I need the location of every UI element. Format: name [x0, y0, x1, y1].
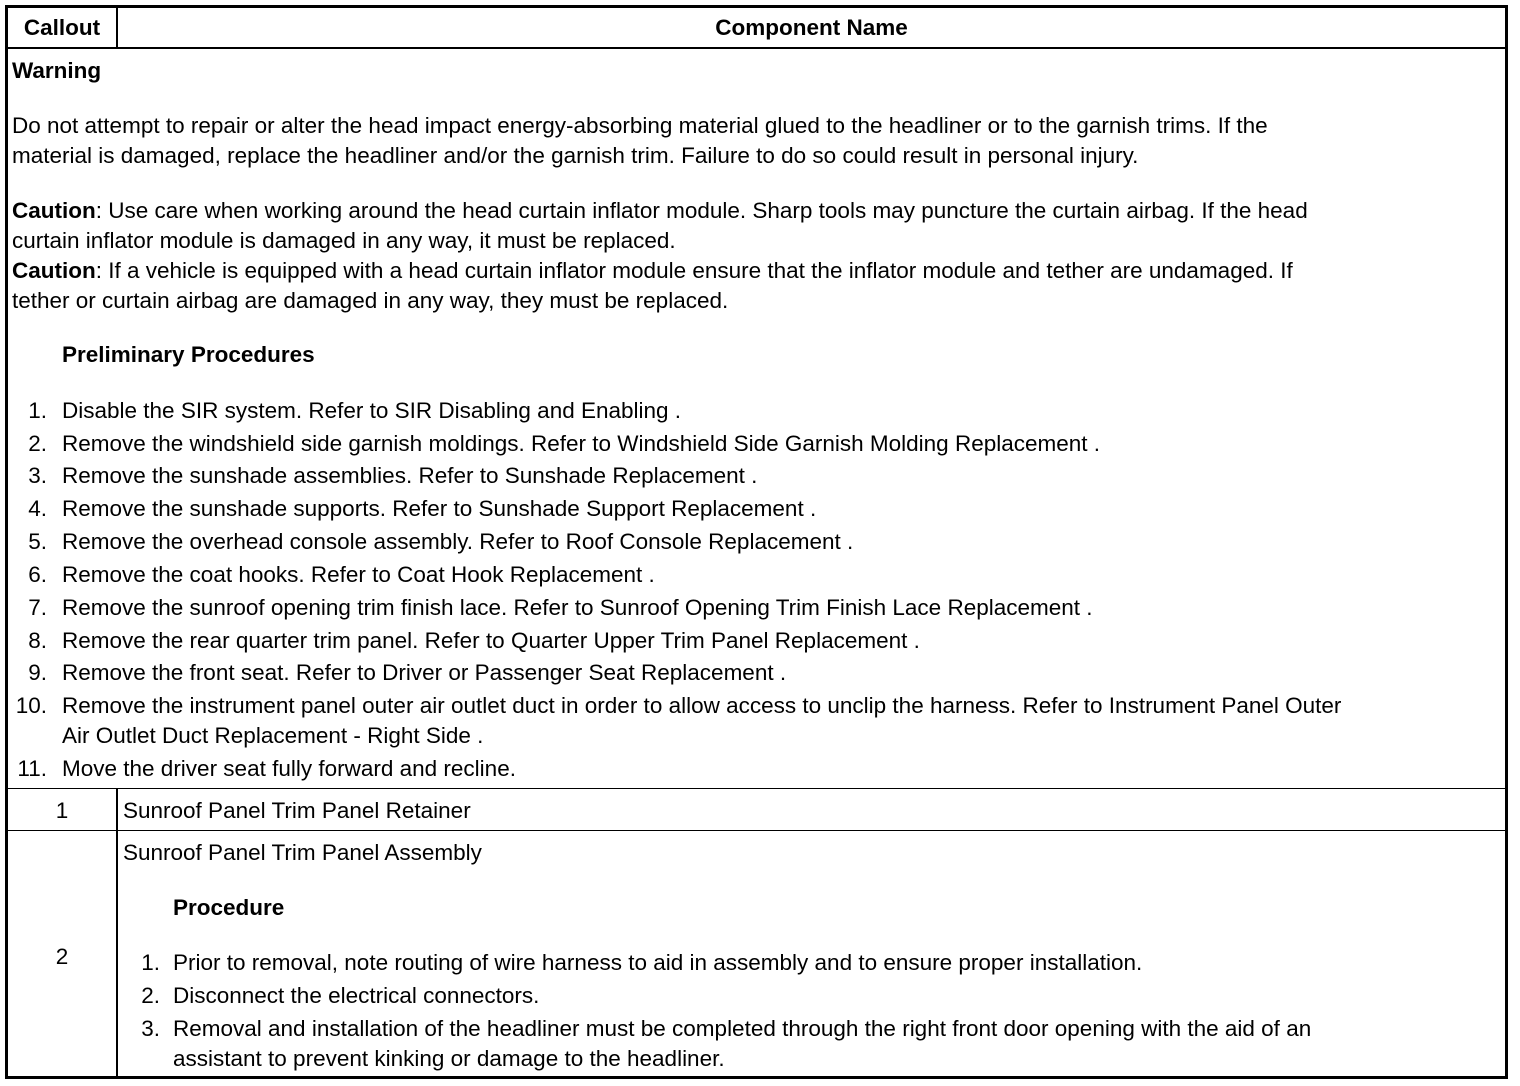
row-rule-1 — [8, 788, 1505, 789]
procedure-step-text: Disconnect the electrical connectors. — [173, 983, 540, 1008]
caution-label: Caution — [12, 258, 96, 283]
step-text: Remove the sunshade supports. Refer to Sunshade Support Replacement . — [62, 496, 817, 521]
caution-1-line-1 — [12, 196, 1308, 226]
step-number: 2. — [28, 431, 47, 456]
procedure-step-number: 2. — [141, 983, 160, 1008]
step-number: 1. — [28, 398, 47, 423]
procedure-step-text-continued: assistant to prevent kinking or damage to the headliner. — [173, 1046, 725, 1071]
step-number: 9. — [28, 660, 47, 685]
body-column-divider — [116, 789, 118, 1076]
step-text: Remove the rear quarter trim panel. Refer to Quarter Upper Trim Panel Replacement . — [62, 628, 920, 653]
caution-2-text: : If a vehicle is equipped with a head curtain inflator module ensure that the inflator module and tether are undamaged. If — [95, 258, 1293, 283]
procedure-title: Procedure — [173, 895, 285, 920]
caution-label: Caution — [12, 198, 96, 223]
step-text: Remove the windshield side garnish moldings. Refer to Windshield Side Garnish Molding Replacement . — [62, 431, 1101, 456]
step-text: Disable the SIR system. Refer to SIR Disabling and Enabling . — [62, 398, 682, 423]
procedure-step-text: Prior to removal, note routing of wire harness to aid in assembly and to ensure proper installation. — [173, 950, 1143, 975]
step-number: 8. — [28, 628, 47, 653]
step-text: Remove the coat hooks. Refer to Coat Hook Replacement . — [62, 562, 655, 587]
step-number: 4. — [28, 496, 47, 521]
row-rule-2 — [8, 830, 1505, 831]
step-text: Remove the front seat. Refer to Driver or Passenger Seat Replacement . — [62, 660, 787, 685]
caution-1-line-2: curtain inflator module is damaged in any way, it must be replaced. — [12, 228, 676, 253]
warning-text-line-2: material is damaged, replace the headliner and/or the garnish trim. Failure to do so could result in personal injury. — [12, 143, 1139, 168]
step-text: Remove the overhead console assembly. Refer to Roof Console Replacement . — [62, 529, 854, 554]
procedure-step-number: 3. — [141, 1016, 160, 1041]
step-number: 3. — [28, 463, 47, 488]
callout-2: 2 — [55, 944, 69, 969]
step-number: 10. — [15, 693, 47, 718]
component-name-2: Sunroof Panel Trim Panel Assembly — [123, 840, 482, 865]
header-rule — [8, 47, 1505, 49]
step-text: Remove the instrument panel outer air outlet duct in order to allow access to unclip the harness. Refer to Instrument Panel Outer — [62, 693, 1342, 718]
callout-header: Callout — [23, 15, 101, 40]
step-number: 11. — [17, 756, 47, 781]
warning-text-line-1: Do not attempt to repair or alter the head impact energy-absorbing material glued to the headliner or to the garnish trims. If the — [12, 113, 1268, 138]
caution-2-line-1 — [12, 256, 1293, 286]
component-name-header: Component Name — [715, 15, 908, 40]
step-text-continued: Air Outlet Duct Replacement - Right Side . — [62, 723, 484, 748]
warning-title: Warning — [12, 58, 102, 83]
caution-1-text: : Use care when working around the head curtain inflator module. Sharp tools may puncture the curtain airbag. If the head — [95, 198, 1308, 223]
step-number: 7. — [28, 595, 47, 620]
preliminary-procedures-title: Preliminary Procedures — [62, 342, 315, 367]
procedure-step-text: Removal and installation of the headliner must be completed through the right front door opening with the aid of an — [173, 1016, 1312, 1041]
step-text: Remove the sunshade assemblies. Refer to Sunshade Replacement . — [62, 463, 758, 488]
callout-1: 1 — [55, 798, 69, 823]
step-text: Move the driver seat fully forward and recline. — [62, 756, 516, 781]
step-number: 5. — [28, 529, 47, 554]
caution-2-line-2: tether or curtain airbag are damaged in any way, they must be replaced. — [12, 288, 729, 313]
component-name-1: Sunroof Panel Trim Panel Retainer — [123, 798, 471, 823]
step-number: 6. — [28, 562, 47, 587]
step-text: Remove the sunroof opening trim finish lace. Refer to Sunroof Opening Trim Finish Lace Replacement . — [62, 595, 1093, 620]
procedure-step-number: 1. — [141, 950, 160, 975]
